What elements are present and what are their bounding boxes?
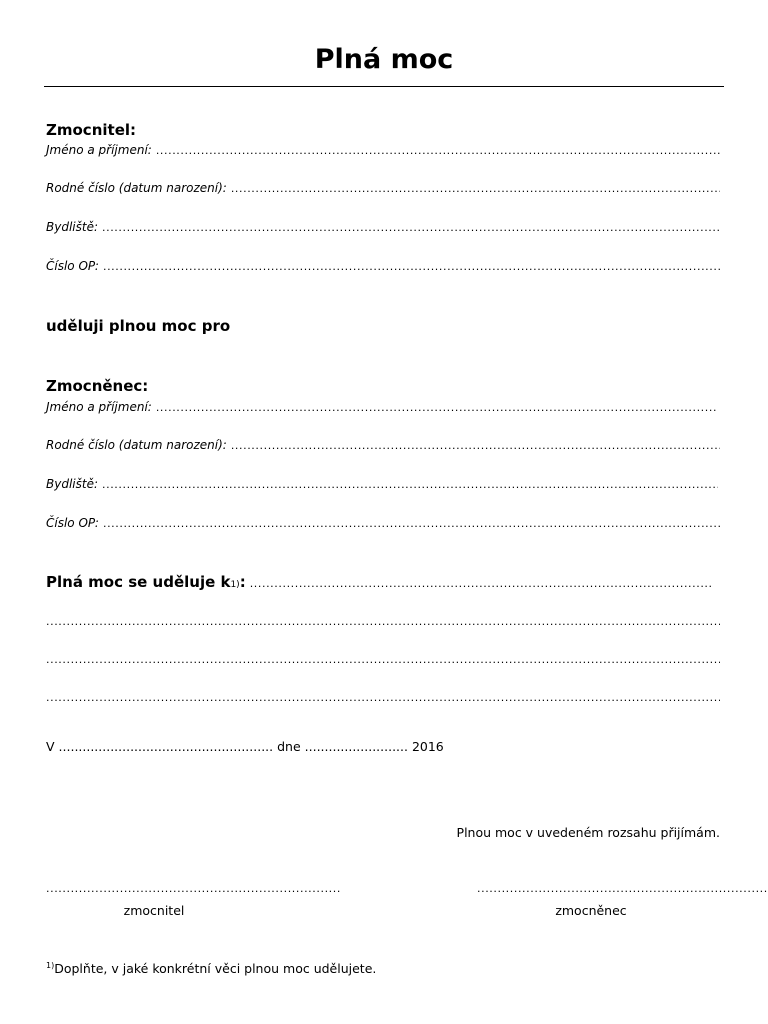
zmocnitel-heading: Zmocnitel:	[46, 121, 137, 139]
field-label: Číslo OP:	[46, 516, 99, 530]
zmocnitel-signature-label: zmocnitel	[123, 903, 185, 918]
field-label: Bydliště:	[46, 220, 99, 234]
fill-in-dots	[102, 221, 720, 234]
purpose-label: Plná moc se uděluje k	[46, 573, 231, 591]
acceptance-statement: Plnou moc v uvedeném rozsahu přijímám.	[456, 825, 720, 840]
field-label: Rodné číslo (datum narození):	[46, 181, 227, 195]
purpose-blank-line-2[interactable]	[46, 653, 720, 666]
fill-in-dots	[102, 478, 718, 491]
zmocnitel-signature-line[interactable]	[46, 882, 341, 895]
date-dots: ..........................	[304, 739, 408, 754]
field-label: Rodné číslo (datum narození):	[46, 438, 227, 452]
zmocnitel-residence-field[interactable]	[46, 220, 720, 234]
fill-in-dots	[103, 517, 722, 530]
zmocnenec-id-card-field[interactable]	[46, 516, 722, 530]
zmocnenec-name-field[interactable]	[46, 400, 718, 414]
purpose-field[interactable]	[46, 573, 713, 591]
place-date-line[interactable]	[46, 739, 444, 754]
date-label: dne	[277, 739, 301, 754]
footnote-number: 1)	[46, 961, 55, 970]
zmocnenec-birth-number-field[interactable]	[46, 438, 720, 452]
zmocnenec-signature-line[interactable]	[477, 882, 768, 895]
place-dots: ......................................................	[58, 739, 274, 754]
fill-in-dots	[103, 260, 722, 273]
footnote	[46, 961, 376, 976]
zmocnitel-birth-number-field[interactable]	[46, 181, 720, 195]
zmocnenec-signature-label: zmocněnec	[555, 903, 627, 918]
place-prefix: V	[46, 739, 55, 754]
grant-phrase: uděluji plnou moc pro	[46, 317, 231, 335]
fill-in-dots	[231, 439, 720, 452]
fill-in-dots	[231, 182, 720, 195]
zmocnitel-id-card-field[interactable]	[46, 259, 722, 273]
field-label: Jméno a příjmení:	[46, 400, 152, 414]
field-label: Bydliště:	[46, 477, 99, 491]
title-divider	[44, 86, 724, 87]
purpose-colon: :	[239, 573, 246, 591]
footnote-text: Doplňte, v jaké konkrétní věci plnou moc udělujete.	[54, 961, 377, 977]
zmocnenec-heading: Zmocněnec:	[46, 377, 149, 395]
document-title: Plná moc	[314, 44, 454, 75]
purpose-blank-line-3[interactable]	[46, 691, 720, 704]
zmocnitel-name-field[interactable]	[46, 143, 720, 157]
zmocnenec-residence-field[interactable]	[46, 477, 718, 491]
field-label: Jméno a příjmení:	[46, 143, 152, 157]
year: 2016	[411, 739, 444, 754]
fill-in-dots	[156, 144, 720, 157]
fill-in-dots	[246, 577, 713, 590]
footnote-mark: 1)	[230, 580, 240, 590]
field-label: Číslo OP:	[46, 259, 99, 273]
fill-in-dots	[156, 401, 718, 414]
purpose-blank-line-1[interactable]	[46, 615, 720, 628]
